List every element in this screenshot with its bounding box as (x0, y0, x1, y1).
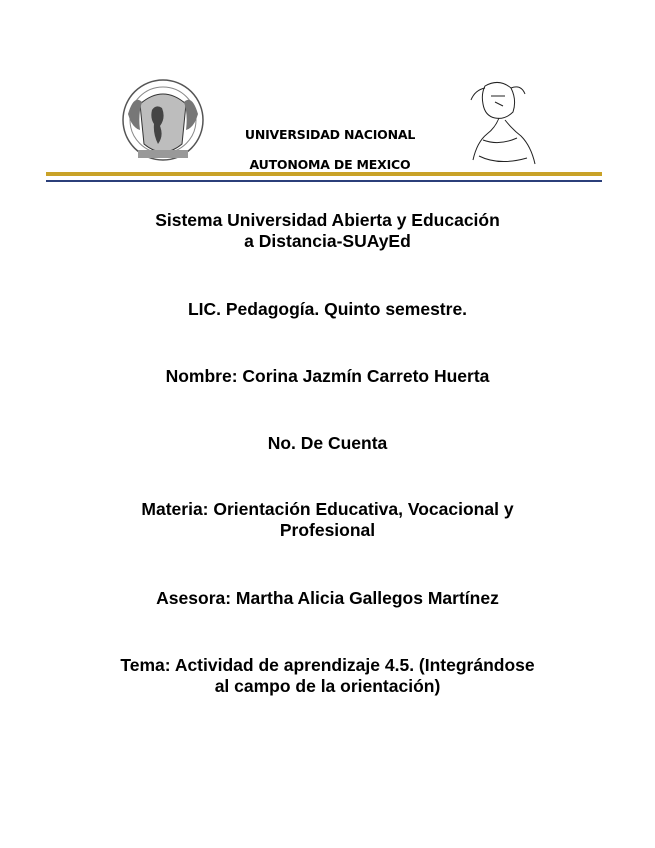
system-title-line1: Sistema Universidad Abierta y Educación (155, 210, 500, 230)
topic-line2: al campo de la orientación) (214, 676, 441, 696)
topic-line1: Tema: Actividad de aprendizaje 4.5. (Integrándose (120, 655, 535, 675)
program-line (60, 299, 595, 320)
student-name-text: Nombre: Corina Jazmín Carreto Huerta (165, 366, 490, 386)
subject-line2: Profesional (279, 520, 376, 540)
university-name-line2: AUTONOMA DE MEXICO (249, 157, 411, 172)
navy-divider (46, 180, 602, 182)
program-text: LIC. Pedagogía. Quinto semestre. (187, 299, 468, 319)
advisor-text: Asesora: Martha Alicia Gallegos Martínez (156, 588, 499, 608)
system-title (60, 210, 595, 252)
athena-sketch-icon (455, 76, 541, 172)
advisor (60, 588, 595, 609)
student-name (60, 366, 595, 387)
subject-line1: Materia: Orientación Educativa, Vocacional y (141, 499, 514, 519)
topic (60, 655, 595, 697)
account-number (60, 433, 595, 454)
subject (60, 499, 595, 541)
university-name-line1: UNIVERSIDAD NACIONAL (244, 127, 416, 142)
system-title-line2: a Distancia-SUAyEd (244, 231, 411, 251)
account-number-text: No. De Cuenta (267, 433, 388, 453)
unam-crest-icon (120, 74, 206, 166)
gold-divider (46, 172, 602, 176)
